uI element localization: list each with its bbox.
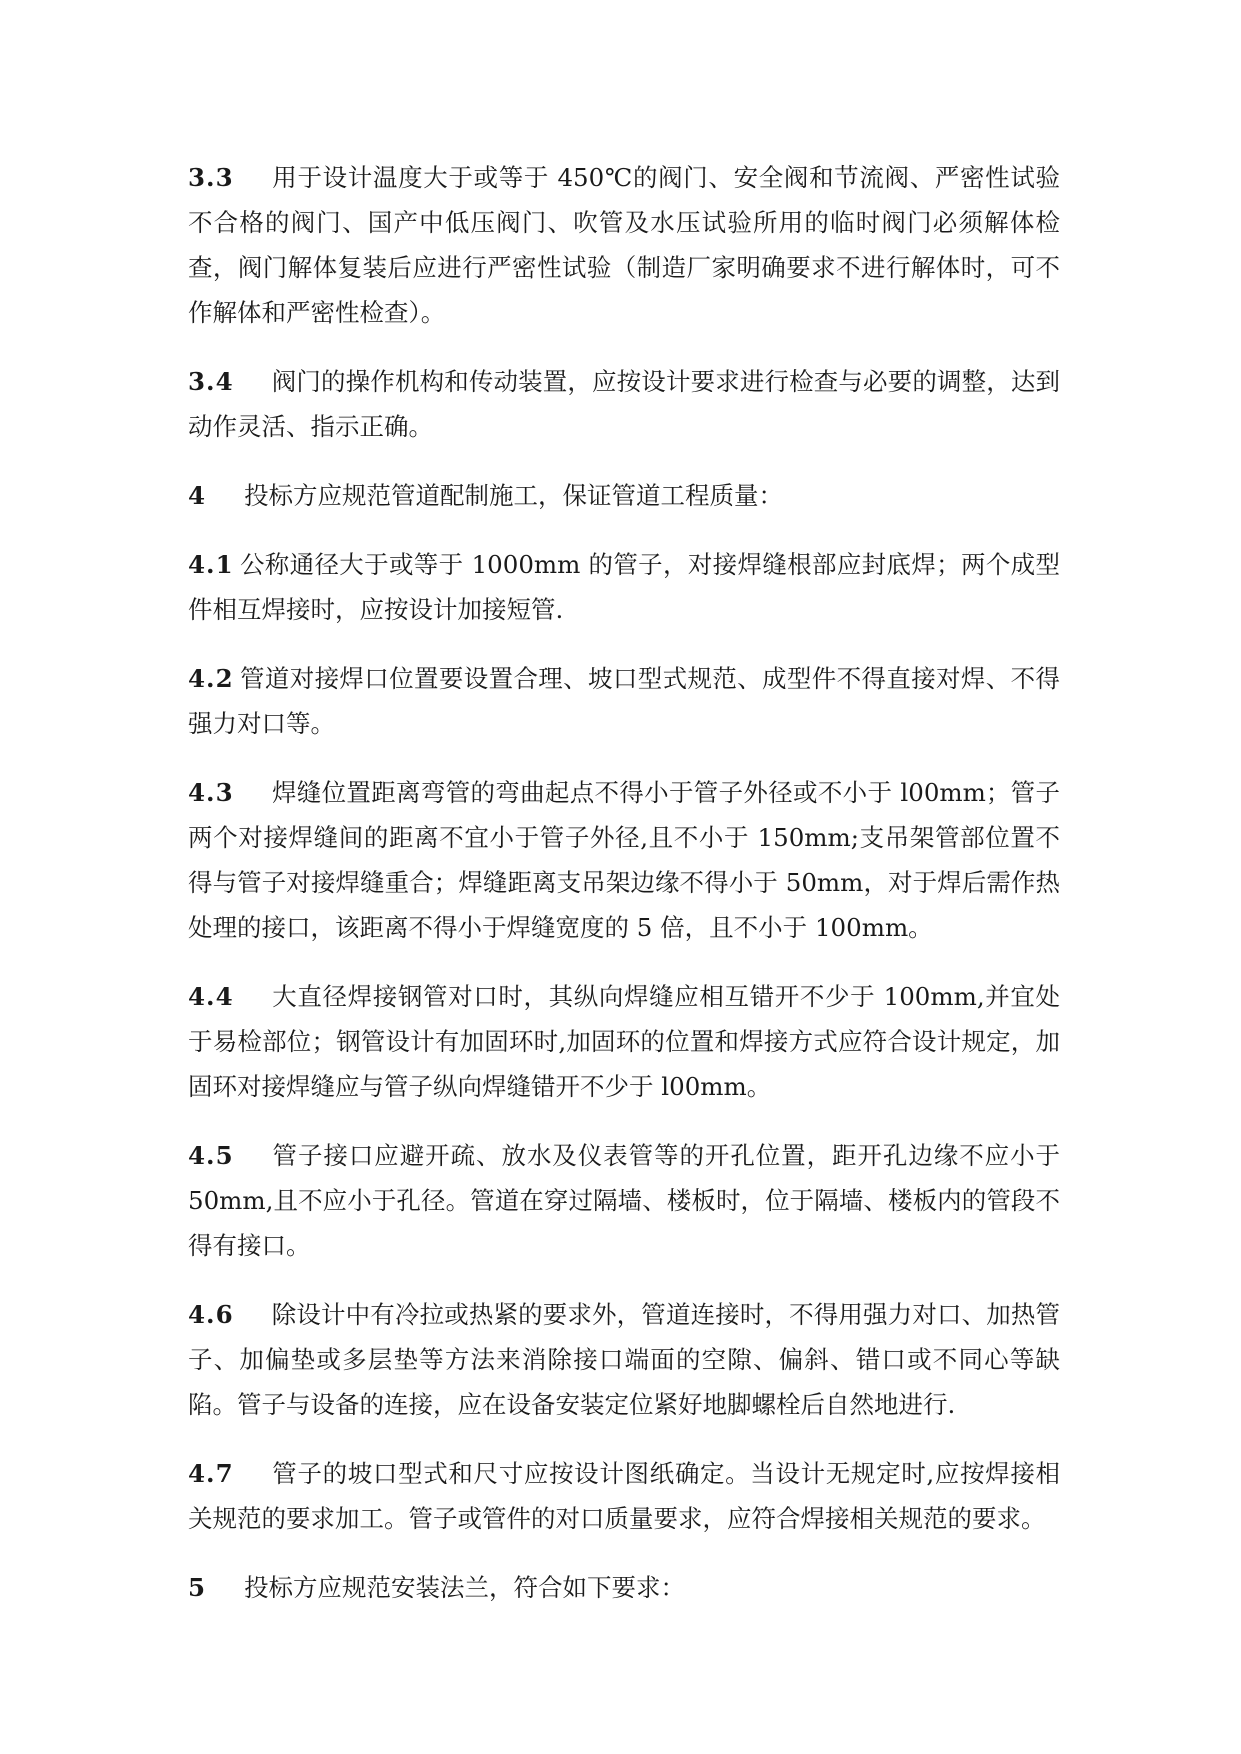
clause-number: 4.7 [188,1459,234,1488]
clause-text: 投标方应规范管道配制施工，保证管道工程质量： [244,481,784,510]
clause-4-4 [188,974,1060,1109]
clause-4-3 [188,770,1060,950]
clause-number: 5 [188,1573,207,1602]
clause-text: 管子接口应避开疏、放水及仪表管等的开孔位置，距开孔边缘不应小于 50mm,且不应小于孔径。管道在穿过隔墙、楼板时，位于隔墙、楼板内的管段不得有接口。 [188,1141,1060,1260]
clause-text: 投标方应规范安装法兰，符合如下要求： [244,1573,686,1602]
clause-number: 3.3 [188,163,234,192]
clause-number: 4.5 [188,1141,234,1170]
clause-text: 焊缝位置距离弯管的弯曲起点不得小于管子外径或不小于 l00mm；管子两个对接焊缝间的距离不宜小于管子外径,且不小于 150mm;支吊架管部位置不得与管子对接焊缝重合；焊缝距离支吊架边缘不得小于 50mm，对于焊后需作热处理的接口，该距离不得小于焊缝宽度的 5 倍，且不小于 100mm。 [188,778,1060,942]
clause-4-7 [188,1451,1060,1541]
clause-4-2 [188,656,1060,746]
clause-number: 4.2 [188,664,234,693]
clause-4-6 [188,1292,1060,1427]
clause-5 [188,1565,1060,1610]
clause-number: 4.3 [188,778,234,807]
clause-4-5 [188,1133,1060,1268]
clause-text: 除设计中有冷拉或热紧的要求外，管道连接时，不得用强力对口、加热管子、加偏垫或多层垫等方法来消除接口端面的空隙、偏斜、错口或不同心等缺陷。管子与设备的连接，应在设备安装定位紧好地脚螺栓后自然地进行. [188,1300,1060,1419]
clause-number: 4.1 [188,550,234,579]
clause-text: 管子的坡口型式和尺寸应按设计图纸确定。当设计无规定时,应按焊接相关规范的要求加工。管子或管件的对口质量要求，应符合焊接相关规范的要求。 [188,1459,1060,1533]
clause-3-4 [188,359,1060,449]
clause-3-3 [188,155,1060,335]
clause-text: 阀门的操作机构和传动装置，应按设计要求进行检查与必要的调整，达到动作灵活、指示正确。 [188,367,1060,441]
clause-4 [188,473,1060,518]
document-body [188,155,1060,1634]
clause-text: 公称通径大于或等于 1000mm 的管子，对接焊缝根部应封底焊；两个成型件相互焊接时，应按设计加接短管. [188,550,1060,624]
clause-text: 管道对接焊口位置要设置合理、坡口型式规范、成型件不得直接对焊、不得强力对口等。 [188,664,1060,738]
clause-text: 大直径焊接钢管对口时，其纵向焊缝应相互错开不少于 100mm,并宜处于易检部位；钢管设计有加固环时,加固环的位置和焊接方式应符合设计规定，加固环对接焊缝应与管子纵向焊缝错开不少于 l00mm。 [188,982,1060,1101]
clause-number: 4.4 [188,982,234,1011]
clause-text: 用于设计温度大于或等于 450℃的阀门、安全阀和节流阀、严密性试验不合格的阀门、国产中低压阀门、吹管及水压试验所用的临时阀门必须解体检查，阀门解体复装后应进行严密性试验（制造厂家明确要求不进行解体时，可不作解体和严密性检查）。 [188,163,1060,327]
clause-number: 4 [188,481,207,510]
clause-number: 4.6 [188,1300,234,1329]
clause-4-1 [188,542,1060,632]
clause-number: 3.4 [188,367,234,396]
